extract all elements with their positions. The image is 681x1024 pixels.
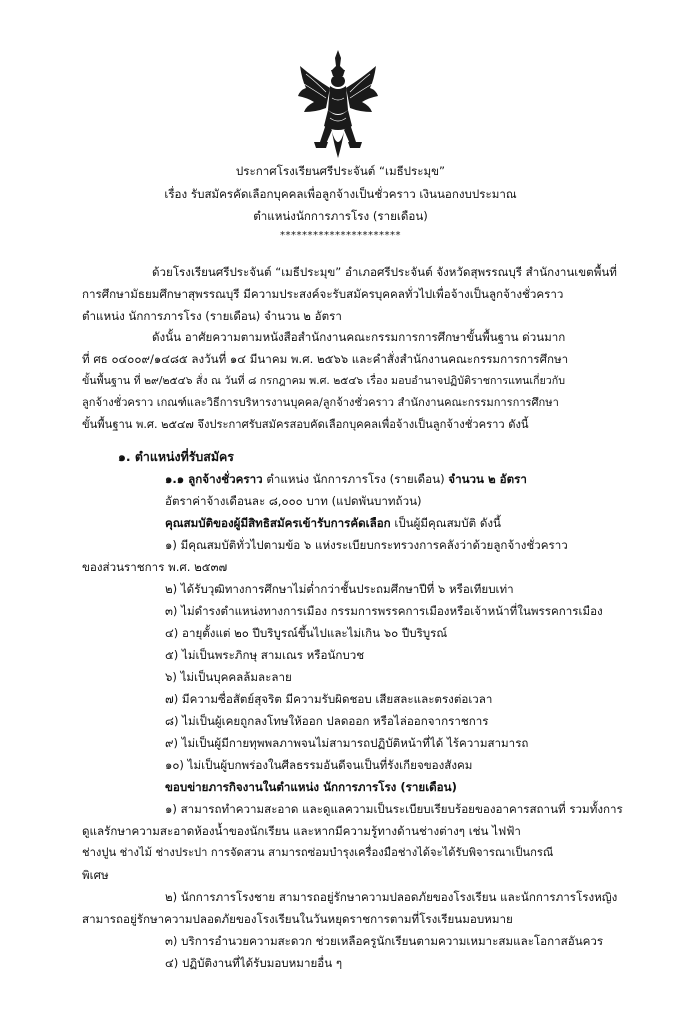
qualification-item: ๖) ไม่เป็นบุคคลล้มละลาย (165, 670, 292, 684)
intro-p1-line: การศึกษามัธยมศึกษาสุพรรณบุรี มีความประสงค์จะรับสมัครบุคคลทั่วไปเพื่อจ้างเป็นลูกจ้างชั่วคราว (82, 287, 564, 301)
qualification-item-cont: ของส่วนราชการ พ.ศ. ๒๕๓๗ (82, 560, 228, 574)
qualification-item: ๕) ไม่เป็นพระภิกษุ สามเณร หรือนักบวช (165, 648, 365, 662)
intro-p2-line: ที่ ศธ ๐๔๐๐๙/๑๔๘๕ ลงวันที่ ๑๔ มีนาคม พ.ศ. ๒๕๖๖ และคำสั่งสำนักงานคณะกรรมการการศึกษา (82, 352, 569, 366)
duty-3: ๓) บริการอำนวยความสะดวก ช่วยเหลือครูนักเรียนตามความเหมาะสมและโอกาสอันควร (165, 934, 604, 948)
qualification-item: ๑) มีคุณสมบัติทั่วไปตามข้อ ๖ แห่งระเบียบกระทรวงการคลังว่าด้วยลูกจ้างชั่วคราว (165, 538, 568, 552)
duty-1-line: ช่างปูน ช่างไม้ ช่างประปา การจัดสวน สามารถซ่อมบำรุงเครื่องมือช่างได้จะได้รับพิจารณาเป็นกรณี (82, 846, 554, 859)
intro-p2-line: ขั้นพื้นฐาน พ.ศ. ๒๕๔๗ จึงประกาศรับสมัครสอบคัดเลือกบุคคลเพื่อจ้างเป็นลูกจ้างชั่วคราว ดังนี้ (82, 418, 529, 431)
duty-1-line: ๑) สามารถทำความสะอาด และดูแลความเป็นระเบียบเรียบร้อยของอาคารสถานที่ รวมทั้งการ (165, 802, 623, 816)
qualification-item: ๓) ไม่ดำรงตำแหน่งทางการเมือง กรรมการพรรคการเมืองหรือเจ้าหน้าที่ในพรรคการเมือง (165, 604, 603, 618)
intro-p1-line: ตำแหน่ง นักการภารโรง (รายเดือน) จำนวน ๒ อัตรา (82, 309, 342, 323)
intro-p2-line: ขั้นพื้นฐาน ที่ ๒๙/๒๕๔๖ สั่ง ณ วันที่ ๘ กรกฎาคม พ.ศ. ๒๕๔๖ เรื่อง มอบอำนาจปฏิบัติราชการแทนเกี่ยวกับ (82, 374, 566, 387)
qualification-item: ๒) ได้รับวุฒิทางการศึกษาไม่ต่ำกว่าชั้นประถมศึกษาปีที่ ๖ หรือเทียบเท่า (165, 582, 514, 596)
qualification-item: ๑๐) ไม่เป็นผู้บกพร่องในศีลธรรมอันดีจนเป็นที่รังเกียจของสังคม (165, 758, 473, 772)
announcement-subject: เรื่อง รับสมัครคัดเลือกบุคคลเพื่อลูกจ้างเป็นชั่วคราว เงินนอกงบประมาณ (164, 187, 517, 201)
qualification-item: ๗) มีความซื่อสัตย์สุจริต มีความรับผิดชอบ เสียสละและตรงต่อเวลา (165, 692, 493, 706)
header-separator: ********************** (280, 230, 401, 241)
announcement-position: ตำแหน่งนักการภารโรง (รายเดือน) (253, 209, 428, 223)
duty-2-line: สามารถอยู่รักษาความปลอดภัยของโรงเรียนในวันหยุดราชการตามที่โรงเรียนมอบหมาย (82, 912, 513, 926)
qualification-tail: เป็นผู้มีคุณสมบัติ ดังนี้ (390, 516, 501, 530)
duty-1-line: พิเศษ (82, 868, 109, 882)
intro-p2-line: ดังนั้น อาศัยความตามหนังสือสำนักงานคณะกรรมการการศึกษาขั้นพื้นฐาน ด่วนมาก (152, 330, 566, 344)
position-item (165, 470, 527, 488)
intro-p2-line: ลูกจ้างชั่วคราว เกณฑ์และวิธีการบริหารงานบุคคล/ลูกจ้างชั่วคราว สำนักงานคณะกรรมการการศึกษา (82, 396, 559, 409)
qualification-item: ๘) ไม่เป็นผู้เคยถูกลงโทษให้ออก ปลดออก หรือไล่ออกจากราชการ (165, 714, 489, 728)
intro-p1-line: ด้วยโรงเรียนศรีประจันต์ “เมธีประมุข” อำเภอศรีประจันต์ จังหวัดสุพรรณบุรี สำนักงานเขตพื้นที่ (152, 265, 617, 279)
qualification-item: ๙) ไม่เป็นผู้มีกายทุพพลภาพจนไม่สามารถปฏิบัติหน้าที่ได้ ไร้ความสามารถ (165, 736, 529, 750)
duty-4: ๔) ปฏิบัติงานที่ได้รับมอบหมายอื่น ๆ (165, 956, 343, 970)
garuda-emblem-icon (296, 48, 380, 160)
position-item-count: จำนวน ๒ อัตรา (448, 472, 527, 486)
position-item-label: ๑.๑ ลูกจ้างชั่วคราว (165, 472, 263, 486)
qualification-intro (165, 514, 501, 532)
section-1-heading: ๑. ตำแหน่งที่รับสมัคร (118, 449, 234, 464)
duty-2-line: ๒) นักการภารโรงชาย สามารถอยู่รักษาความปลอดภัยของโรงเรียน และนักการภารโรงหญิง (165, 890, 618, 904)
qualification-heading: คุณสมบัติของผู้มีสิทธิสมัครเข้ารับการคัดเลือก (165, 516, 391, 530)
position-item-text: ตำแหน่ง นักการภารโรง (รายเดือน) (262, 472, 449, 486)
wage-text: อัตราค่าจ้างเดือนละ ๘,๐๐๐ บาท (แปดพันบาทถ้วน) (165, 494, 422, 508)
duty-1-line: ดูแลรักษาความสะอาดห้องน้ำของนักเรียน และหากมีความรู้ทางด้านช่างต่างๆ เช่น ไฟฟ้า (82, 824, 521, 838)
duty-heading: ขอบข่ายภารกิจงานในตำแหน่ง นักการภารโรง (รายเดือน) (165, 780, 457, 794)
announcement-title: ประกาศโรงเรียนศรีประจันต์ “เมธีประมุข” (235, 164, 446, 178)
qualification-item: ๔) อายุตั้งแต่ ๒๐ ปีบริบูรณ์ขึ้นไปและไม่เกิน ๖๐ ปีบริบูรณ์ (165, 626, 448, 640)
